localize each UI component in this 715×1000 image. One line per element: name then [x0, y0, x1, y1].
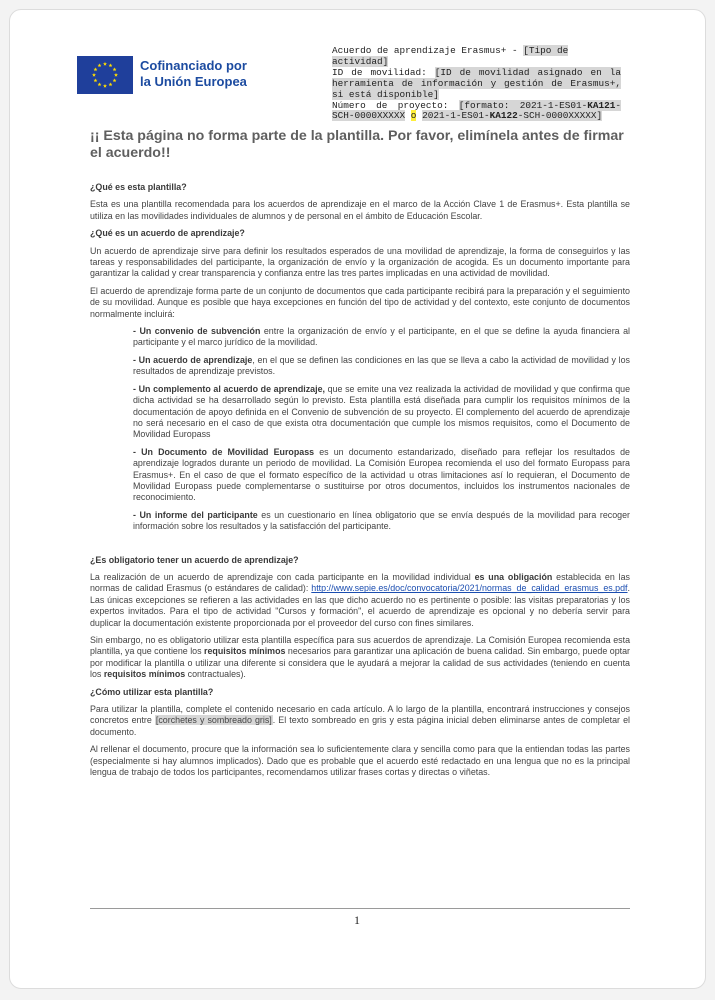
- heading-how-to-use: ¿Cómo utilizar esta plantilla?: [90, 686, 214, 697]
- mobility-id-placeholder: [ID de movilidad asignado en la herramienta de información y gestión de Erasmus+, si está disponible]: [332, 66, 621, 100]
- quality-standards-link[interactable]: http://www.sepie.es/doc/convocatoria/2021/normas_de_calidad_erasmus_es.pdf: [311, 583, 628, 594]
- header-info: [332, 46, 621, 122]
- remove-page-notice: ¡¡ Esta página no forma parte de la plantilla. Por favor, elimínela antes de firmar el acuerdo!!: [90, 128, 624, 161]
- paragraph: Sin embargo, no es obligatorio utilizar esta plantilla específica para sus acuerdos de aprendizaje. La Comisión Europea recomienda esta plantilla, ya que contiene los requisitos mínimos necesarios para garantizar una aplicación de buena calidad. Sin embargo, puede optar por modificar la plantilla o utilizar una diferente si considera que le ayudará a mejorar la calidad de sus actividades (teniendo en cuenta los requisitos mínimos contractuales).: [90, 635, 630, 680]
- mobility-id-line: ID de movilidad: [ID de movilidad asignado en la herramienta de información y gestión de Erasmus+, si está disponible]: [332, 66, 621, 100]
- document-body: [90, 182, 630, 778]
- footer-divider: [90, 908, 630, 909]
- eu-cofunding-logo: [77, 56, 257, 100]
- list-item: - Un Documento de Movilidad Europass es un documento estandarizado, diseñado para reflejar los resultados de aprendizaje logrados durante un periodo de movilidad. La Comisión Europea recomienda el uso del formato Europass para Erasmus+. En el caso de que el formato específico de la actividad u otras limitaciones así lo requieran, el Documento de Movilidad Europass puede complementarse o sustituirse por otros documentos, incluidos los instrumentos nacionales de reconocimiento.: [133, 446, 630, 503]
- heading-is-mandatory: ¿Es obligatorio tener un acuerdo de aprendizaje?: [90, 554, 299, 565]
- document-page: [9, 9, 706, 989]
- list-item: - Un convenio de subvención entre la organización de envío y el participante, en el que se define la ayuda financiera al participante y el marco jurídico de la movilidad.: [133, 326, 631, 348]
- paragraph: Para utilizar la plantilla, complete el contenido necesario en cada artículo. A lo largo de la plantilla, encontrará instrucciones y consejos concretos entre [corchetes y sombreado gris]. El texto sombreado en gris y esta página inicial deben eliminarse antes de completar el documento.: [90, 704, 630, 737]
- paragraph: Al rellenar el documento, procure que la información sea lo suficientemente clara y sencilla como para que la entiendan todas las partes (especialmente si hay alumnos implicados). Dado que es probable que el acuerdo esté redactado en una lengua que no es la principal lengua de trabajo de todos los participantes, recomendamos utilizar frases cortas y directas o viñetas.: [90, 744, 630, 778]
- eu-flag-svg: [77, 56, 133, 94]
- agreement-type-line: Acuerdo de aprendizaje Erasmus+ - [Tipo de actividad]: [332, 45, 569, 67]
- page-number: 1: [354, 913, 360, 927]
- eu-flag-icon: [77, 56, 133, 94]
- logo-text: [140, 58, 260, 90]
- list-item: - Un complemento al acuerdo de aprendizaje, que se emite una vez realizada la actividad de movilidad y que confirma que dicha actividad se ha desarrollado según lo previsto. Esta plantilla está diseñada para cumplir los requisitos mínimos de la documentación de apoyo definida en el Convenio de subvención de su proyecto. El complemento del acuerdo de aprendizaje no será necesario en el caso de que exista otra documentación que cumple los mismos requisitos, como el Documento de Movilidad Europass: [133, 383, 631, 440]
- project-number-line: Número de proyecto: [formato: 2021-1-ES01-KA121-SCH-0000XXXXX o 2021-1-ES01-KA122-SCH-0000XXXXX]: [332, 99, 621, 122]
- logo-line-1: Cofinanciado por: [140, 58, 247, 73]
- gray-shaded-example: [corchetes y sombreado gris]: [155, 715, 272, 726]
- highlighted-or: o: [410, 110, 417, 122]
- logo-line-2: la Unión Europea: [140, 74, 247, 89]
- heading-what-agreement: ¿Qué es un acuerdo de aprendizaje?: [90, 228, 245, 239]
- list-item: - Un informe del participante es un cuestionario en línea obligatorio que se envía después de la movilidad para recoger información sobre los resultados y la satisfacción del participante.: [133, 509, 630, 532]
- paragraph: Un acuerdo de aprendizaje sirve para definir los resultados esperados de una movilidad de aprendizaje, la forma de conseguirlos y las tareas y responsabilidades del participante, la organización de envío y la organización de acogida. Es un documento importante para garantizar la calidad y crear transparencia y confianza entre las tres partes implicadas en una actividad de movilidad.: [90, 245, 630, 279]
- heading-what-template: ¿Qué es esta plantilla?: [90, 182, 187, 192]
- list-item: - Un acuerdo de aprendizaje, en el que se definen las condiciones en las que se lleva a cabo la actividad de movilidad y los resultados de aprendizaje previstos.: [133, 354, 630, 377]
- paragraph: El acuerdo de aprendizaje forma parte de un conjunto de documentos que cada participante recibirá para la preparación y el seguimiento de su movilidad. Aunque es posible que haya excepciones en función del tipo de actividad y del contexto, este conjunto de documentos normalmente incluirá:: [90, 285, 630, 319]
- paragraph: La realización de un acuerdo de aprendizaje con cada participante en la movilidad individual es una obligación establecida en las normas de calidad Erasmus (o estándares de calidad): http://www.sepie.es/doc/convocatoria/2021/normas_de_calidad_erasmus_es.pdf. Las únicas excepciones se refieren a las actividades en las que dicho acuerdo no es pertinente o posible: las visitas preparatorias y los expertos invitados. Para el tipo de actividad "Cursos y formación", el acuerdo de aprendizaje es opcional y no debería servir para duplicar la documentación existente proporcionada por el proveedor del curso con fines similares.: [90, 571, 630, 628]
- paragraph: Esta es una plantilla recomendada para los acuerdos de aprendizaje en el marco de la Acción Clave 1 de Erasmus+. Esta plantilla se utiliza en las movilidades individuales de alumnos y de personal en el ámbito de Educación Escolar.: [90, 199, 630, 221]
- agreement-type-placeholder: [Tipo de actividad]: [332, 45, 569, 67]
